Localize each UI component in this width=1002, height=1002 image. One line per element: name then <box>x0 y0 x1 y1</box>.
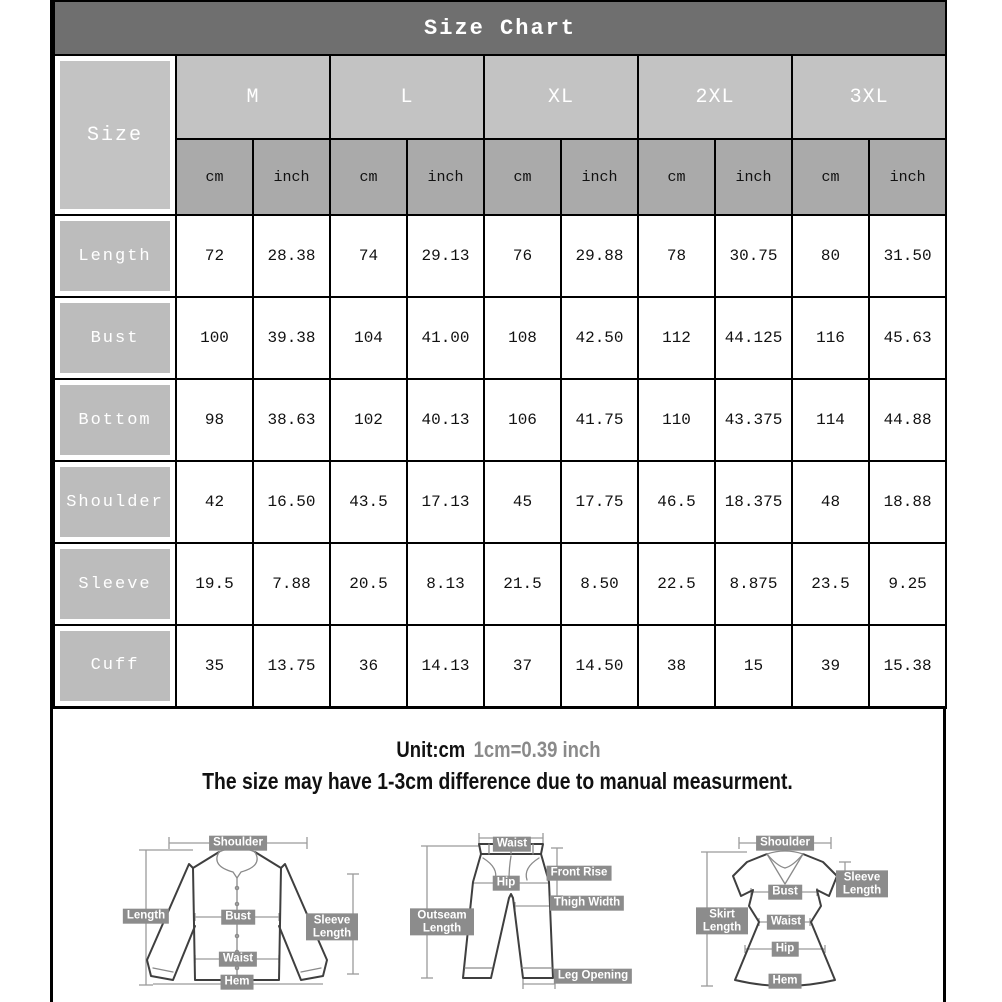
pants-outseam-length-label: Outseam Length <box>410 908 474 935</box>
pants-outline <box>463 844 553 978</box>
cell: 48 <box>792 461 869 543</box>
cell: 102 <box>330 379 407 461</box>
pants-thigh-width-label: Thigh Width <box>550 896 624 911</box>
table-row-length <box>54 215 946 297</box>
pants-waist-label: Waist <box>493 837 531 852</box>
notes-section <box>53 709 943 795</box>
unit-header: cm <box>330 139 407 215</box>
cell: 22.5 <box>638 543 715 625</box>
cell: 38 <box>638 625 715 707</box>
cell: 29.13 <box>407 215 484 297</box>
table-row-bottom <box>54 379 946 461</box>
cell: 7.88 <box>253 543 330 625</box>
cell: 20.5 <box>330 543 407 625</box>
cell: 76 <box>484 215 561 297</box>
row-label: Cuff <box>54 625 176 707</box>
row-label: Bust <box>54 297 176 379</box>
unit-header: inch <box>869 139 946 215</box>
cell: 78 <box>638 215 715 297</box>
cell: 36 <box>330 625 407 707</box>
unit-header: cm <box>638 139 715 215</box>
shirt-sleeve-length-label: Sleeve Length <box>306 913 358 940</box>
cell: 8.13 <box>407 543 484 625</box>
page-title: Size Chart <box>54 1 946 55</box>
table-row-sleeve <box>54 543 946 625</box>
cell: 100 <box>176 297 253 379</box>
cell: 45 <box>484 461 561 543</box>
cell: 74 <box>330 215 407 297</box>
cell: 80 <box>792 215 869 297</box>
cell: 18.88 <box>869 461 946 543</box>
cell: 41.00 <box>407 297 484 379</box>
shirt-bust-label: Bust <box>221 910 255 925</box>
cell: 29.88 <box>561 215 638 297</box>
unit-header: cm <box>484 139 561 215</box>
cell: 98 <box>176 379 253 461</box>
unit-header: cm <box>176 139 253 215</box>
cell: 116 <box>792 297 869 379</box>
cell: 43.375 <box>715 379 792 461</box>
table-title-row <box>54 1 946 55</box>
cell: 14.50 <box>561 625 638 707</box>
unit-header: inch <box>407 139 484 215</box>
cell: 112 <box>638 297 715 379</box>
cell: 72 <box>176 215 253 297</box>
dress-hem-label: Hem <box>769 974 802 989</box>
unit-header-row <box>54 139 946 215</box>
cell: 44.88 <box>869 379 946 461</box>
cell: 40.13 <box>407 379 484 461</box>
size-header-row <box>54 55 946 139</box>
measurement-diagrams <box>53 822 943 1002</box>
size-header-m: M <box>176 55 330 139</box>
cell: 110 <box>638 379 715 461</box>
row-label: Sleeve <box>54 543 176 625</box>
shirt-length-label: Length <box>123 909 169 924</box>
cell: 46.5 <box>638 461 715 543</box>
cell: 17.75 <box>561 461 638 543</box>
unit-header: inch <box>715 139 792 215</box>
size-header-3xl: 3XL <box>792 55 946 139</box>
cell: 15 <box>715 625 792 707</box>
shirt-hem-label: Hem <box>221 975 254 990</box>
cell: 39.38 <box>253 297 330 379</box>
cell: 15.38 <box>869 625 946 707</box>
pants-front-rise-label: Front Rise <box>547 866 612 881</box>
cell: 16.50 <box>253 461 330 543</box>
dress-hip-label: Hip <box>772 942 799 957</box>
cell: 39 <box>792 625 869 707</box>
size-chart-sheet <box>50 0 946 1002</box>
unit-note <box>53 737 943 763</box>
cell: 14.13 <box>407 625 484 707</box>
cell: 18.375 <box>715 461 792 543</box>
cell: 13.75 <box>253 625 330 707</box>
cell: 23.5 <box>792 543 869 625</box>
unit-header: inch <box>253 139 330 215</box>
dress-diagram <box>689 822 943 1000</box>
pants-hip-label: Hip <box>493 876 520 891</box>
cell: 42 <box>176 461 253 543</box>
row-label: Shoulder <box>54 461 176 543</box>
cell: 104 <box>330 297 407 379</box>
cell: 38.63 <box>253 379 330 461</box>
unit-header: inch <box>561 139 638 215</box>
size-header-xl: XL <box>484 55 638 139</box>
unit-header: cm <box>792 139 869 215</box>
cell: 106 <box>484 379 561 461</box>
dress-skirt-length-label: Skirt Length <box>696 907 748 934</box>
cell: 30.75 <box>715 215 792 297</box>
dress-sleeve-length-label: Sleeve Length <box>836 870 888 897</box>
corner-size-label: Size <box>54 55 176 215</box>
shirt-waist-label: Waist <box>219 952 257 967</box>
shirt-diagram <box>111 822 411 1000</box>
cell: 45.63 <box>869 297 946 379</box>
cell: 19.5 <box>176 543 253 625</box>
dress-shoulder-label: Shoulder <box>756 836 814 851</box>
cell: 108 <box>484 297 561 379</box>
dress-bust-label: Bust <box>768 885 802 900</box>
cell: 35 <box>176 625 253 707</box>
cell: 8.875 <box>715 543 792 625</box>
size-header-2xl: 2XL <box>638 55 792 139</box>
size-header-l: L <box>330 55 484 139</box>
cell: 9.25 <box>869 543 946 625</box>
cell: 17.13 <box>407 461 484 543</box>
table-row-cuff <box>54 625 946 707</box>
cell: 41.75 <box>561 379 638 461</box>
pants-diagram <box>405 822 705 1000</box>
row-label: Bottom <box>54 379 176 461</box>
row-label: Length <box>54 215 176 297</box>
cell: 37 <box>484 625 561 707</box>
table-row-shoulder <box>54 461 946 543</box>
cell: 44.125 <box>715 297 792 379</box>
shirt-shoulder-label: Shoulder <box>209 836 267 851</box>
conversion-note: 1cm=0.39 inch <box>473 736 601 762</box>
cell: 28.38 <box>253 215 330 297</box>
pants-leg-opening-label: Leg Opening <box>554 969 632 984</box>
cell: 31.50 <box>869 215 946 297</box>
table-row-bust <box>54 297 946 379</box>
cell: 21.5 <box>484 543 561 625</box>
cell: 8.50 <box>561 543 638 625</box>
size-chart-table <box>53 0 947 709</box>
unit-label: Unit:cm <box>395 736 465 762</box>
disclaimer-note: The size may have 1-3cm difference due to manual measurment. <box>202 767 794 794</box>
cell: 114 <box>792 379 869 461</box>
cell: 43.5 <box>330 461 407 543</box>
cell: 42.50 <box>561 297 638 379</box>
dress-waist-label: Waist <box>767 915 805 930</box>
